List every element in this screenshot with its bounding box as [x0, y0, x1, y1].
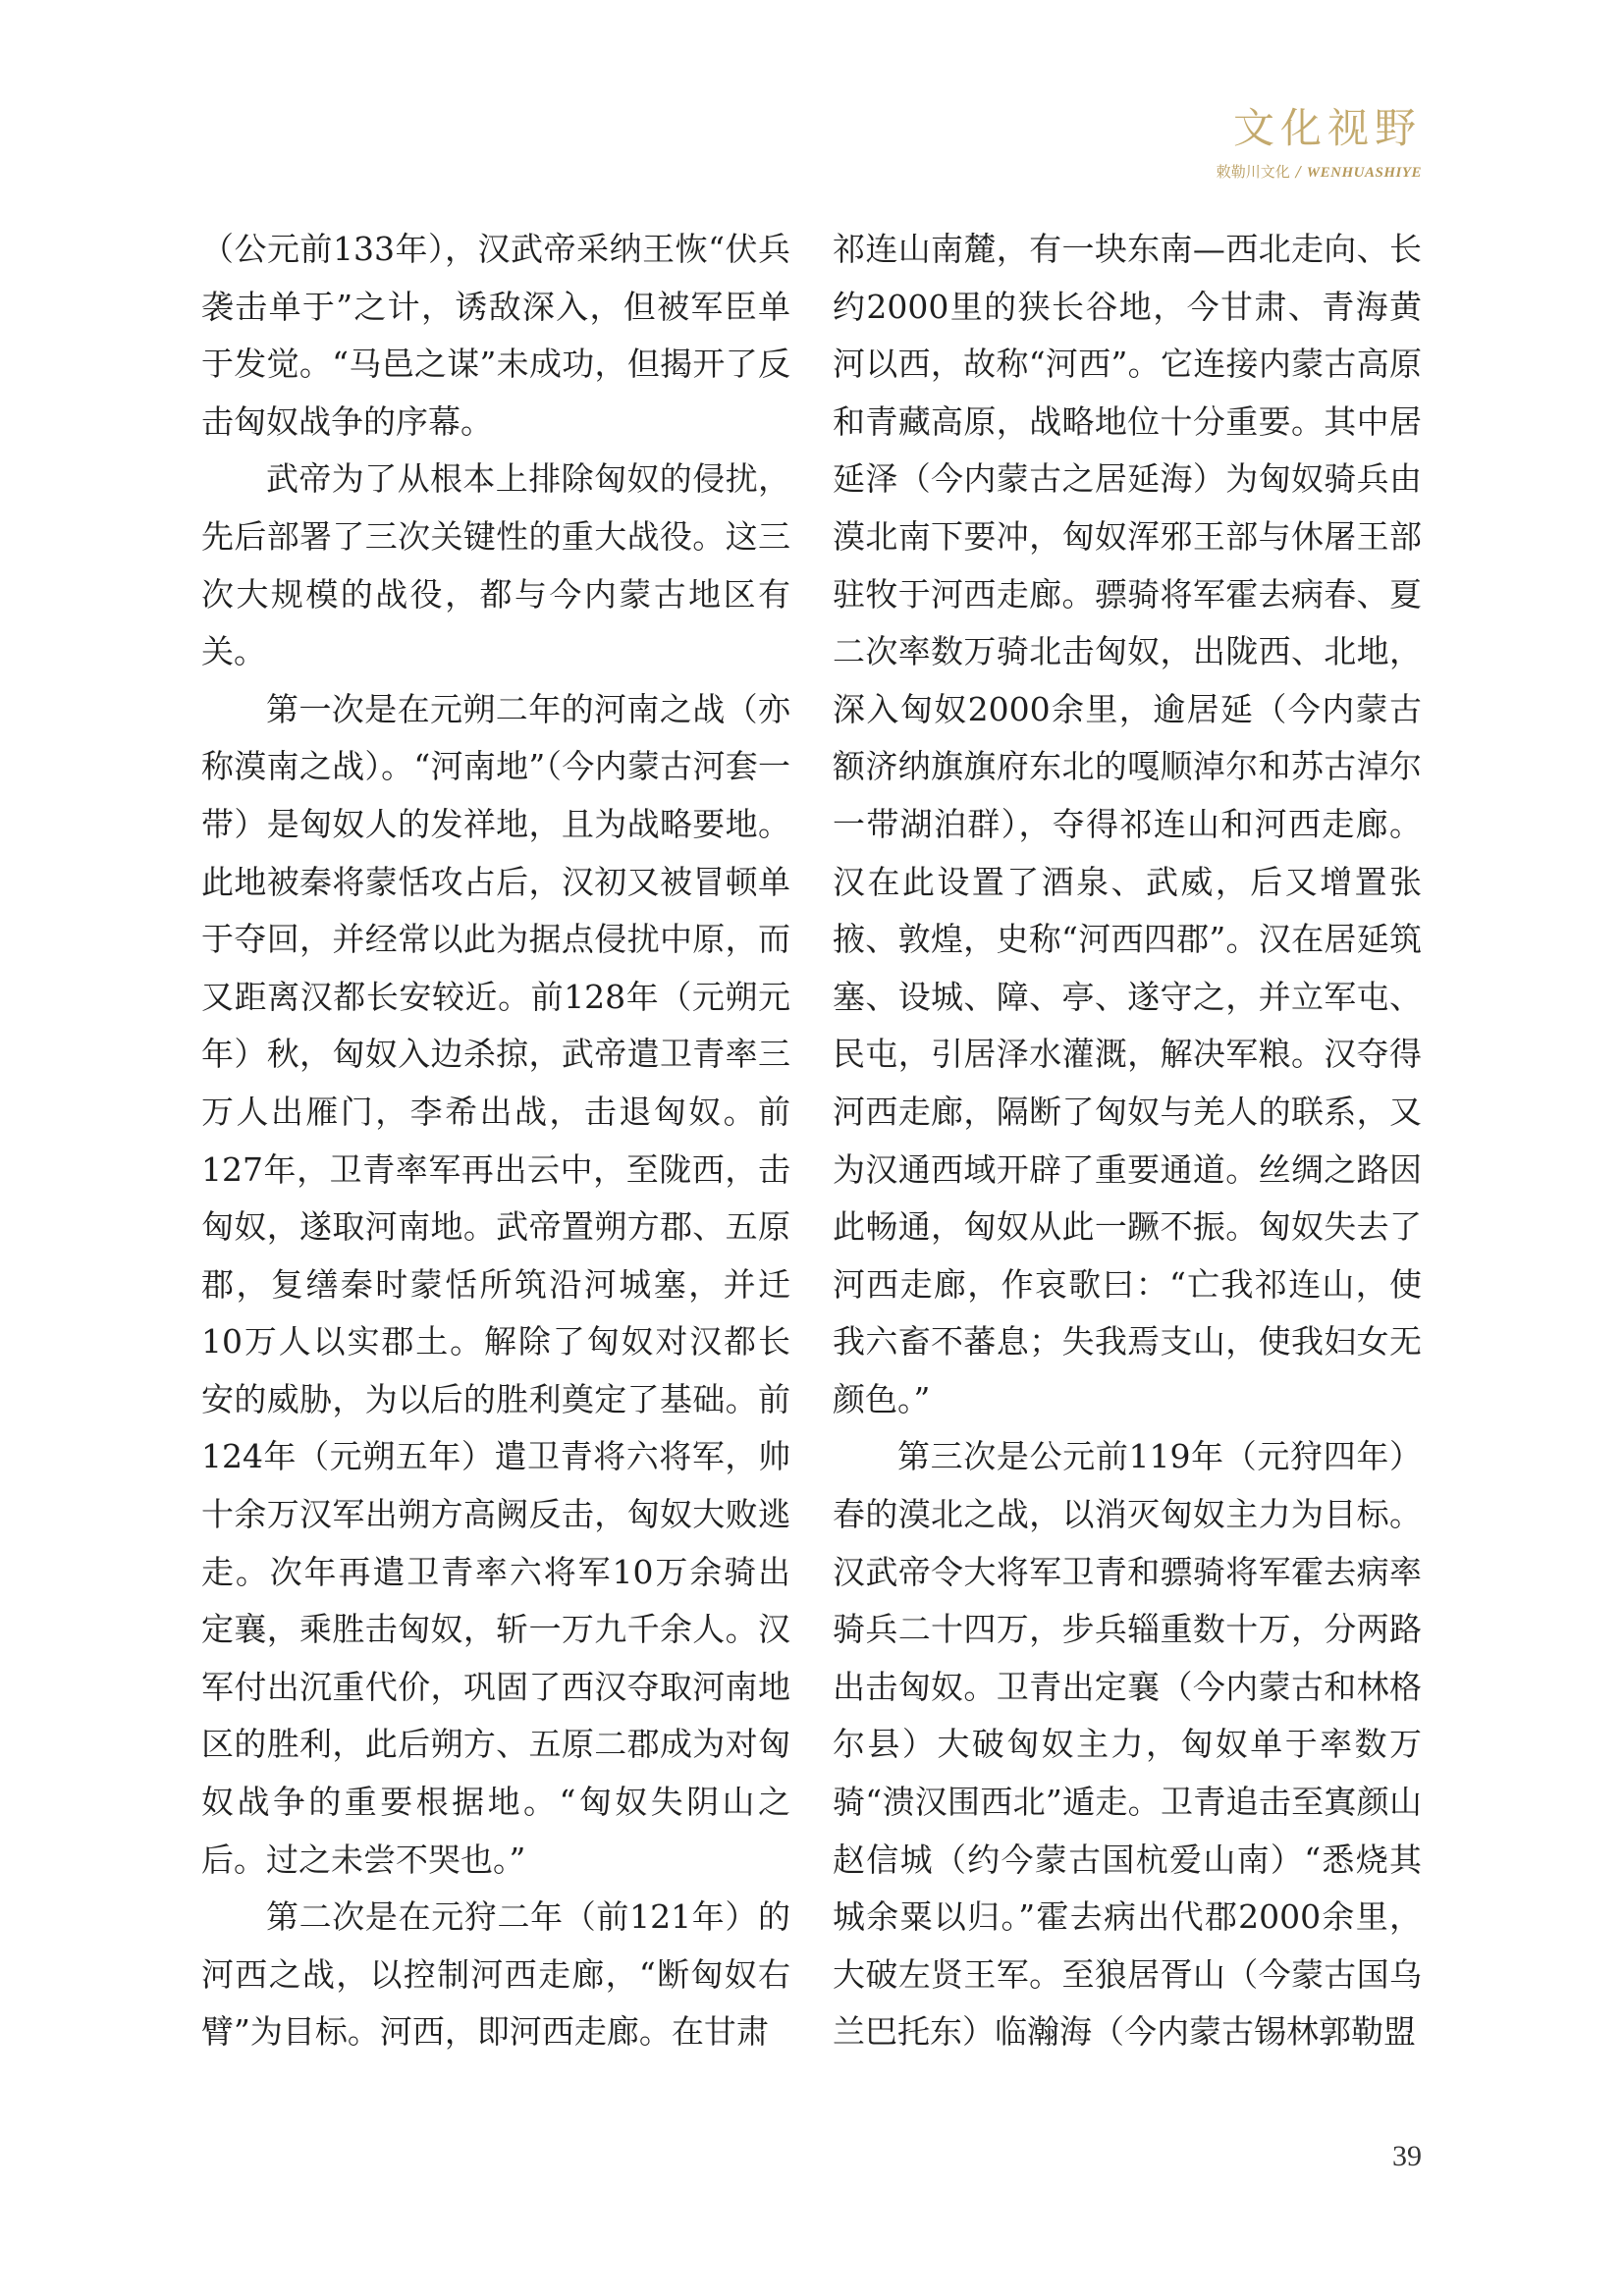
section-title: 文化视野	[1232, 104, 1422, 152]
paragraph: 第一次是在元朔二年的河南之战（亦称漠南之战）。“河南地”（今内蒙古河套一带）是匈奴人的发祥地，且为战略要地。此地被秦将蒙恬攻占后，汉初又被冒顿单于夺回，并经常以此为据点侵扰中原，而又距离汉都长安较近。前128年（元朔元年）秋，匈奴入边杀掠，武帝遣卫青率三万人出雁门，李希出战，击退匈奴。前127年，卫青率军再出云中，至陇西，击匈奴，遂取河南地。武帝置朔方郡、五原郡，复缮秦时蒙恬所筑沿河城塞，并迁10万人以实郡土。解除了匈奴对汉都长安的威胁，为以后的胜利奠定了基础。前124年（元朔五年）遣卫青将六将军，帅十余万汉军出朔方高阙反击，匈奴大败逃走。次年再遣卫青率六将军10万余骑出定襄，乘胜击匈奴，斩一万九千余人。汉军付出沉重代价，巩固了西汉夺取河南地区的胜利，此后朔方、五原二郡成为对匈奴战争的重要根据地。“匈奴失阴山之后。过之未尝不哭也。”	[201, 689, 790, 1879]
publication-name: 敕勒川文化	[1216, 163, 1290, 181]
right-column	[833, 221, 1422, 2061]
page-header	[1216, 104, 1422, 181]
paragraph: （公元前133年），汉武帝采纳王恢“伏兵袭击单于”之计，诱敌深入，但被军臣单于发觉。“马邑之谋”未成功，但揭开了反击匈奴战争的序幕。	[201, 230, 790, 441]
paragraph: 祁连山南麓，有一块东南—西北走向、长约2000里的狭长谷地，今甘肃、青海黄河以西，故称“河西”。它连接内蒙古高原和青藏高原，战略地位十分重要。其中居延泽（今内蒙古之居延海）为匈奴骑兵由漠北南下要冲，匈奴浑邪王部与休屠王部驻牧于河西走廊。骠骑将军霍去病春、夏二次率数万骑北击匈奴，出陇西、北地，深入匈奴2000余里，逾居延（今内蒙古额济纳旗旗府东北的嘎顺淖尔和苏古淖尔一带湖泊群），夺得祁连山和河西走廊。汉在此设置了酒泉、武威，后又增置张掖、敦煌，史称“河西四郡”。汉在居延筑塞、设城、障、亭、遂守之，并立军屯、民屯，引居泽水灌溉，解决军粮。汉夺得河西走廊，隔断了匈奴与羌人的联系，又为汉通西域开辟了重要通道。丝绸之路因此畅通，匈奴从此一蹶不振。匈奴失去了河西走廊，作哀歌曰：“亡我祁连山，使我六畜不蕃息；失我焉支山，使我妇女无颜色。”	[833, 230, 1422, 1418]
subtitle-slash: /	[1295, 163, 1301, 181]
page-number: 39	[1392, 2140, 1422, 2172]
left-column	[201, 221, 790, 2061]
paragraph: 第三次是公元前119年（元狩四年）春的漠北之战，以消灭匈奴主力为目标。汉武帝令大将军卫青和骠骑将军霍去病率骑兵二十四万，步兵辎重数十万，分两路出击匈奴。卫青出定襄（今内蒙古和林格尔县）大破匈奴主力，匈奴单于率数万骑“溃汉围西北”遁走。卫青追击至寘颜山赵信城（约今蒙古国杭爱山南）“悉烧其城余粟以归。”霍去病出代郡2000余里，大破左贤王军。至狼居胥山（今蒙古国乌兰巴托东）临瀚海（今内蒙古锡林郭勒盟	[833, 1437, 1422, 2052]
paragraph: 第二次是在元狩二年（前121年）的河西之战，以控制河西走廊，“断匈奴右臂”为目标。河西，即河西走廊。在甘肃	[201, 1897, 790, 2052]
section-subtitle	[1217, 165, 1422, 181]
paragraph: 武帝为了从根本上排除匈奴的侵扰，先后部署了三次关键性的重大战役。这三次大规模的战役，都与今内蒙古地区有关。	[201, 459, 790, 671]
section-english-name: WENHUASHIYE	[1306, 165, 1422, 181]
